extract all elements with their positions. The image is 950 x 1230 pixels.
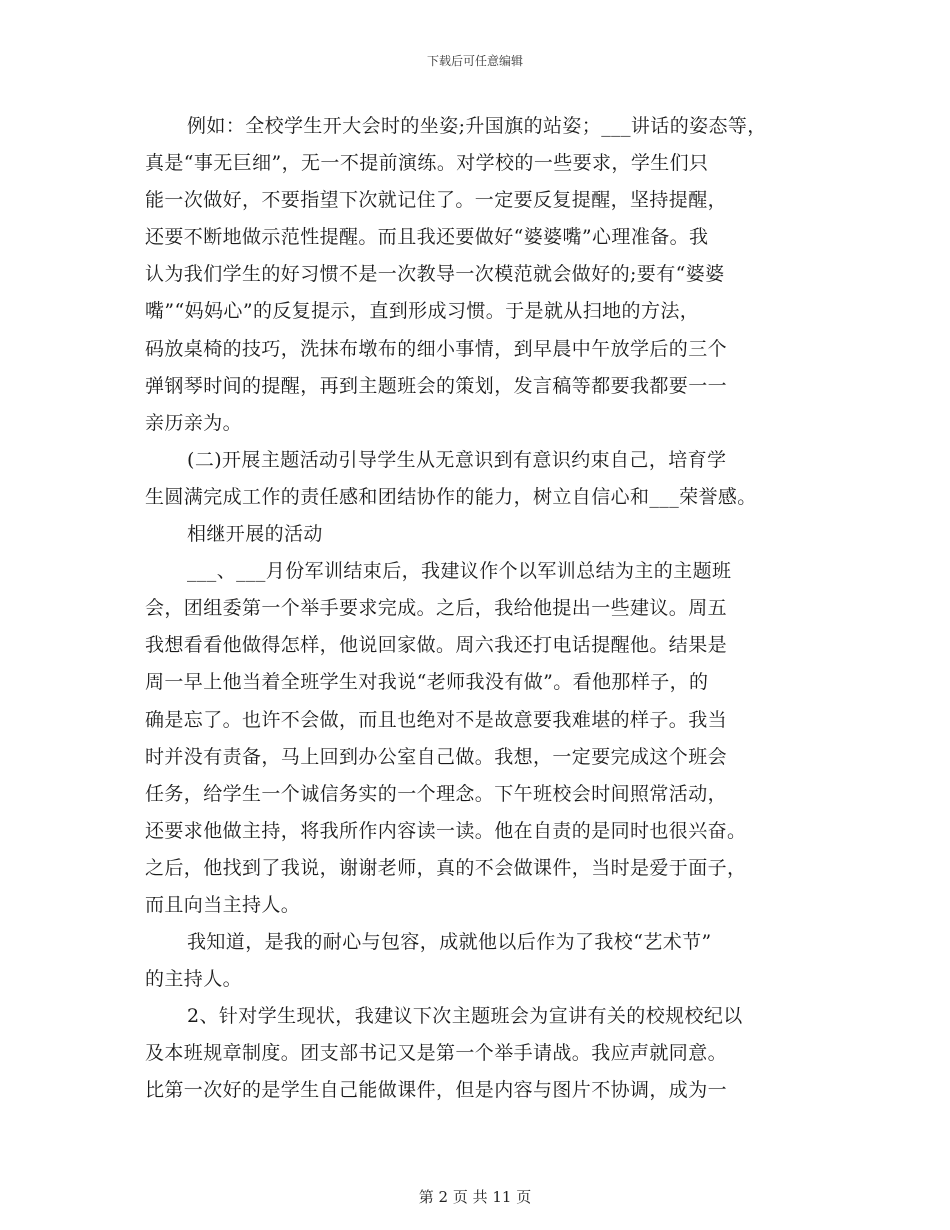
text-line: 生圆满完成工作的责任感和团结协作的能力，树立自信心和___荣誉感。: [145, 485, 757, 508]
text-line: 亲历亲为。: [145, 411, 243, 434]
text-line: 确是忘了。也许不会做，而且也绝对不是故意要我难堪的样子。我当: [145, 708, 728, 731]
text-line: 嘴”“妈妈心”的反复提示，直到形成习惯。于是就从扫地的方法，: [145, 300, 700, 323]
text-line: 认为我们学生的好习惯不是一次教导一次模范就会做好的;要有“婆婆: [145, 263, 725, 286]
section-subheading: 相继开展的活动: [187, 523, 323, 546]
text-line: 我知道，是我的耐心与包容，成就他以后作为了我校“艺术节”: [187, 931, 712, 954]
text-line: 之后，他找到了我说，谢谢老师，真的不会做课件，当时是爱于面子，: [145, 856, 747, 879]
text-line: 的主持人。: [145, 968, 243, 991]
page-footer: 第 2 页 共 11 页: [418, 1188, 532, 1206]
text-line: 任务，给学生一个诚信务实的一个理念。下午班校会时间照常活动，: [145, 782, 728, 805]
text-line: ___、___月份军训结束后，我建议作个以军训总结为主的主题班: [187, 560, 732, 583]
text-line: 及本班规章制度。团支部书记又是第一个举手请战。我应声就同意。: [145, 1042, 728, 1065]
text-line: 我想看看他做得怎样，他说回家做。周六我还打电话提醒他。结果是: [145, 634, 728, 657]
text-line: 周一早上他当着全班学生对我说“老师我没有做”。看他那样子，的: [145, 671, 709, 694]
text-line: 时并没有责备，马上回到办公室自己做。我想，一定要完成这个班会: [145, 745, 728, 768]
text-line: 2、针对学生现状，我建议下次主题班会为宣讲有关的校规校纪以: [187, 1005, 743, 1028]
text-line: 能一次做好，不要指望下次就记住了。一定要反复提醒，坚持提醒，: [145, 189, 728, 212]
text-line: 例如：全校学生开大会时的坐姿;升国旗的站姿；___讲话的姿态等，: [187, 115, 767, 137]
text-line: 而且向当主持人。: [145, 893, 301, 916]
text-line: 还要求他做主持，将我所作内容读一读。他在自责的是同时也很兴奋。: [145, 819, 747, 842]
text-line: 弹钢琴时间的提醒，再到主题班会的策划，发言稿等都要我都要一一: [145, 374, 728, 397]
text-line: (二)开展主题活动引导学生从无意识到有意识约束自己，培育学: [187, 448, 727, 471]
text-line: 还要不断地做示范性提醒。而且我还要做好“婆婆嘴”心理准备。我: [145, 226, 709, 249]
page-header: 下载后可任意编辑: [426, 54, 523, 68]
document-body: [145, 108, 825, 1110]
text-line: 码放桌椅的技巧，洗抹布墩布的细小事情，到早晨中午放学后的三个: [145, 337, 728, 360]
text-line: 比第一次好的是学生自己能做课件，但是内容与图片不协调，成为一: [145, 1079, 728, 1102]
text-line: 真是“事无巨细”，无一不提前演练。对学校的一些要求，学生们只: [145, 152, 709, 175]
text-line: 会，团组委第一个举手要求完成。之后，我给他提出一些建议。周五: [145, 597, 728, 620]
